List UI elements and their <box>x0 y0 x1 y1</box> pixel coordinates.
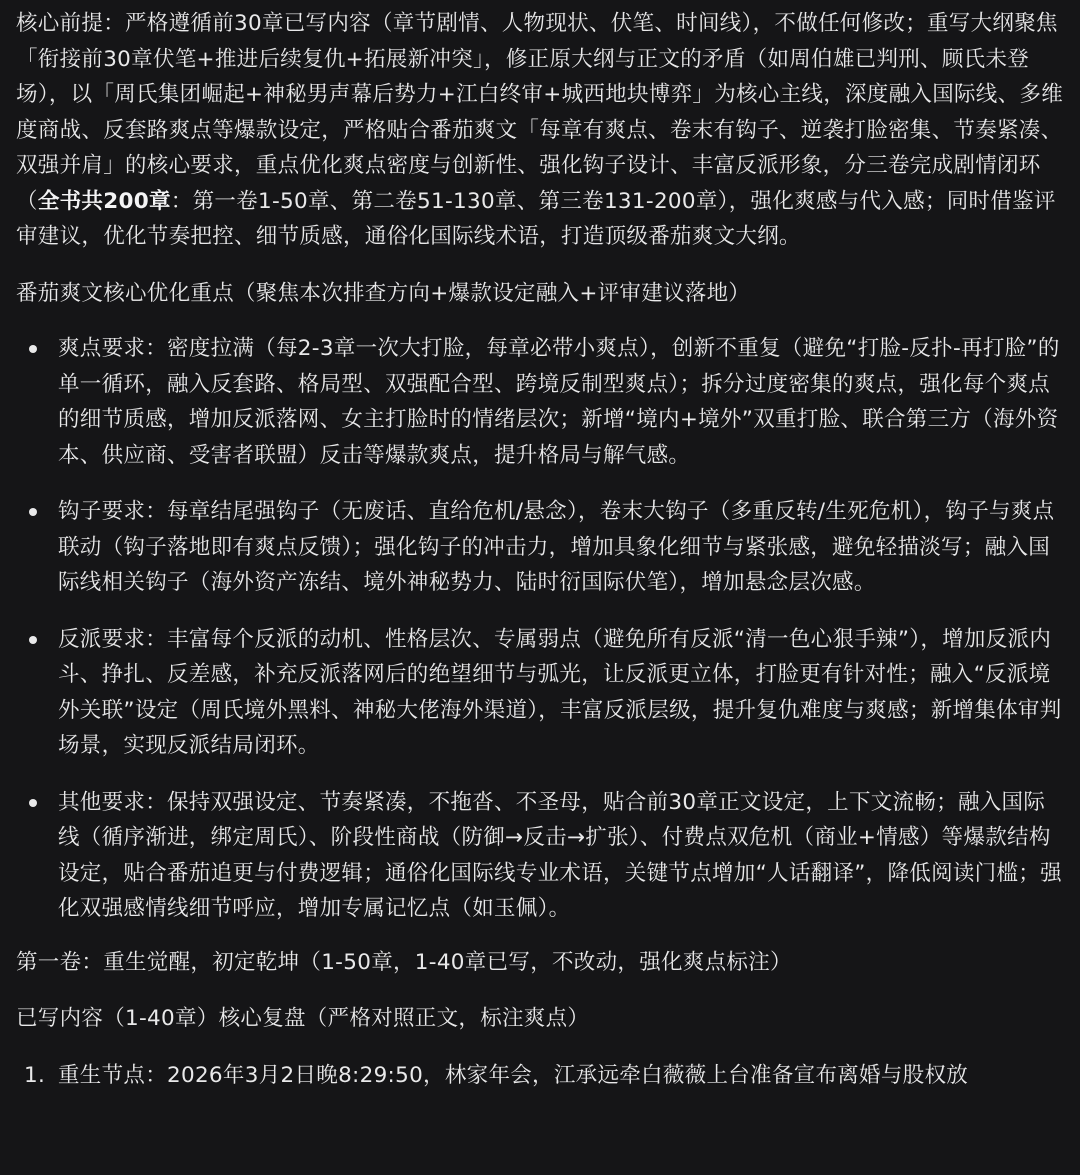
written-content-review-title: 已写内容（1-40章）核心复盘（严格对照正文，标注爽点） <box>16 1006 590 1031</box>
bullet-dot-icon <box>29 345 37 353</box>
core-premise-text-a: 核心前提：严格遵循前30章已写内容（章节剧情、人物现状、伏笔、时间线），不做任何修改；重写大纲聚焦「衔接前30章伏笔+推进后续复仇+拓展新冲突」，修正原大纲与正文的矛盾（如周伯雄已判刑、顾氏未登场），以「周氏集团崛起+神秘男声幕后势力+江白终审+城西地块博弈」为核心主线，深度融入国际线、多维度商战、反套路爽点等爆款设定，严格贴合番茄爽文「每章有爽点、卷末有钩子、逆袭打脸密集、节奏紧凑、双强并肩」的核心要求，重点优化爽点密度与创新性、强化钩子设计、丰富反派形象，分三卷完成剧情闭环（ <box>16 11 1063 214</box>
list-item-text: 爽点要求：密度拉满（每2-3章一次大打脸，每章必带小爽点），创新不重复（避免“打脸-反扑-再打脸”的单一循环，融入反套路、格局型、双强配合型、跨境反制型爽点）；拆分过度密集的爽点，强化每个爽点的细节质感，增加反派落网、女主打脸时的情绪层次；新增“境内+境外”双重打脸、联合第三方（海外资本、供应商、受害者联盟）反击等爆款爽点，提升格局与解气感。 <box>58 336 1060 468</box>
list-item-villain-requirements <box>16 622 1064 764</box>
list-item-text: 钩子要求：每章结尾强钩子（无废话、直给危机/悬念），卷末大钩子（多重反转/生死危机），钩子与爽点联动（钩子落地即有爽点反馈）；强化钩子的冲击力，增加具象化细节与紧张感，避免轻描淡写；融入国际线相关钩子（海外资产冻结、境外神秘势力、陆时衍国际伏笔），增加悬念层次感。 <box>58 499 1055 595</box>
core-premise-text-b: ：第一卷1-50章、第二卷51-130章、第三卷131-200章），强化爽感与代入感；同时借鉴评审建议，优化节奏把控、细节质感，通俗化国际线术语，打造顶级番茄爽文大纲。 <box>16 188 1056 249</box>
list-item-text: 反派要求：丰富每个反派的动机、性格层次、专属弱点（避免所有反派“清一色心狠手辣”），增加反派内斗、挣扎、反差感，补充反派落网后的绝望细节与弧光，让反派更立体，打脸更有针对性；融入“反派境外关联”设定（周氏境外黑料、神秘大佬海外渠道），丰富反派层级，提升复仇难度与爽感；新增集体审判场景，实现反派结局闭环。 <box>58 626 1062 758</box>
bullet-dot-icon <box>29 508 37 516</box>
list-item-text: 其他要求：保持双强设定、节奏紧凑，不拖沓、不圣母，贴合前30章正文设定，上下文流畅；融入国际线（循序渐进，绑定周氏）、阶段性商战（防御→反击→扩张）、付费点双危机（商业+情感）等爆款结构设定，贴合番茄追更与付费逻辑；通俗化国际线专业术语，关键节点增加“人话翻译”，降低阅读门槛；强化双强感情线细节呼应，增加专属记忆点（如玉佩）。 <box>58 789 1062 921</box>
volume-one-title: 第一卷：重生觉醒，初定乾坤（1-50章，1-40章已写，不改动，强化爽点标注） <box>16 949 792 975</box>
requirements-list <box>16 331 1064 927</box>
bullet-dot-icon <box>29 799 37 807</box>
core-premise-bold: 全书共200章 <box>37 188 171 214</box>
list-item-hook-requirements <box>16 494 1064 601</box>
list-item-text: 重生节点：2026年3月2日晚8:29:50，林家年会，江承远牵白薇薇上台准备宣布离婚与股权放 <box>58 1062 969 1088</box>
bullet-dot-icon <box>29 636 37 644</box>
optimization-heading: 番茄爽文核心优化重点（聚焦本次排查方向+爆款设定融入+评审建议落地） <box>16 280 751 306</box>
list-item-rebirth-node <box>16 1058 1064 1094</box>
core-premise-paragraph <box>16 0 1064 255</box>
review-numbered-list <box>16 1058 1064 1094</box>
list-item-number: 1. <box>24 1062 46 1088</box>
list-item-climax-requirements <box>16 331 1064 473</box>
list-item-other-requirements <box>16 785 1064 927</box>
